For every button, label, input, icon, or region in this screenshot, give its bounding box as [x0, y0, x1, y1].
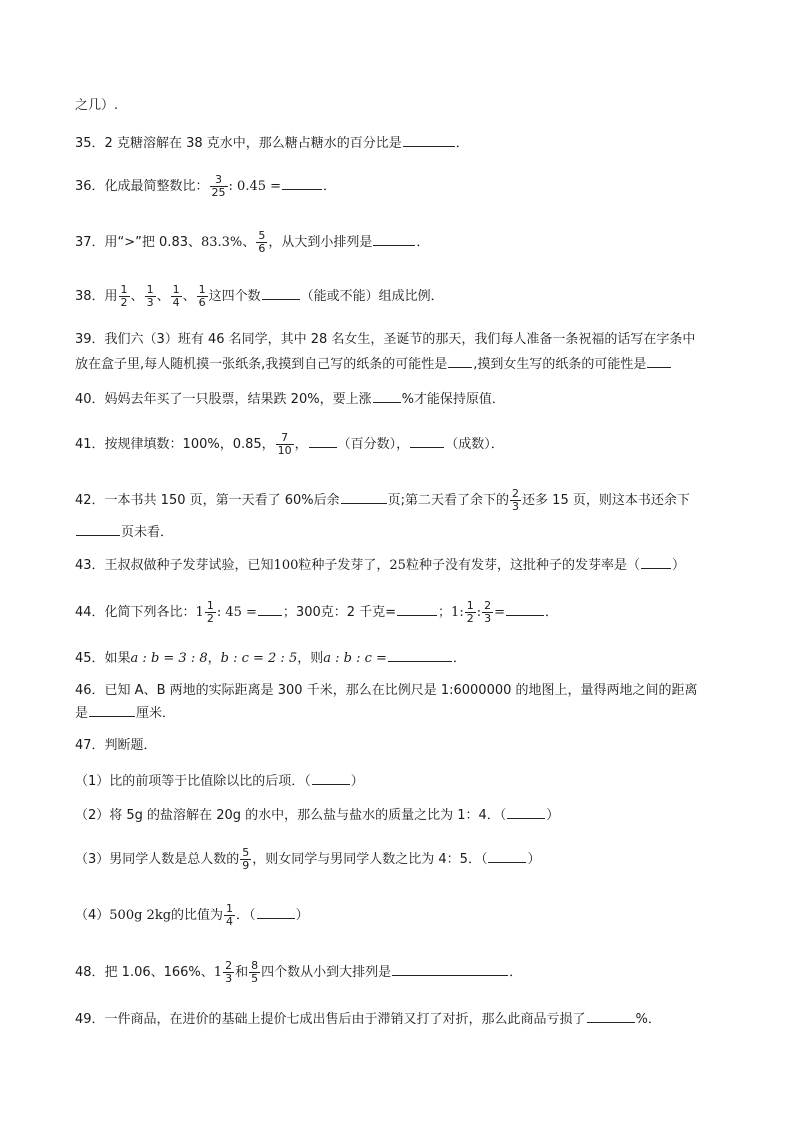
fraction: $\frac{2}{3}$ [512, 487, 520, 513]
answer-blank[interactable] [388, 647, 452, 662]
answer-blank[interactable] [647, 353, 671, 368]
fraction: $\frac{7}{10}$ [277, 431, 292, 457]
question-47-item-3: （3）男同学人数是总人数的 $\frac{5}{9}$ ，则女同学与男同学人数之比为 4：5．（ ） [75, 846, 541, 872]
answer-blank[interactable] [397, 601, 437, 616]
answer-blank[interactable] [403, 132, 455, 147]
answer-blank[interactable] [373, 388, 401, 403]
question-42-line2: 页未看． [75, 521, 724, 543]
question-44: 44．化简下列各比：1 $\frac{1}{2}$ : 45 = ；300克：2 千克= ；1: $\frac{1}{2}$ : $\frac{2}{3}$ = ． [75, 599, 559, 625]
fraction: $\frac{2}{3}$ [484, 599, 492, 625]
fraction: $\frac{3}{25}$ [211, 173, 226, 199]
question-39-line2: 放在盒子里,每人随机摸一张纸条,我摸到自己写的纸条的可能性是 ,摸到女生写的纸条的可能性是 [75, 353, 724, 375]
answer-blank[interactable] [448, 353, 472, 368]
answer-blank[interactable] [373, 231, 415, 246]
fraction: $\frac{1}{2}$ [206, 599, 214, 625]
answer-blank[interactable] [258, 601, 282, 616]
answer-blank[interactable] [76, 521, 120, 536]
answer-blank[interactable] [506, 601, 544, 616]
answer-blank[interactable] [392, 961, 508, 976]
question-35: 35．2 克糖溶解在 38 克水中，那么糖占糖水的百分比是 ． [75, 132, 724, 154]
answer-blank[interactable] [89, 702, 135, 717]
question-49: 49．一件商品，在进价的基础上提价七成出售后由于滞销又打了对折，那么此商品亏损了 %． [75, 1008, 724, 1030]
question-45: 45．如果a : b = 3 : 8，b : c = 2 : 5，则a : b : c = ． [75, 647, 724, 669]
question-48: 48．把 1.06、166%、1 $\frac{2}{3}$ 和 $\frac{8}{5}$ 四个数从小到大排列是 ． [75, 959, 523, 985]
question-39-line1: 39．我们六（3）班有 46 名同学，其中 28 名女生，圣诞节的那天，我们每人准备一条祝福的话写在字条中 [75, 332, 696, 347]
question-46-line2: 是 厘米． [75, 702, 724, 724]
fraction: $\frac{1}{4}$ [172, 283, 180, 309]
fraction: $\frac{1}{4}$ [226, 902, 234, 928]
question-47-item-2: （2）将 5g 的盐溶解在 20g 的水中，那么盐与盐水的质量之比为 1：4．（ ） [75, 804, 724, 826]
fraction: $\frac{1}{2}$ [120, 283, 128, 309]
answer-blank[interactable] [309, 433, 337, 448]
answer-blank[interactable] [641, 554, 671, 569]
answer-blank[interactable] [587, 1008, 635, 1023]
question-46-line1: 46．已知 A、B 两地的实际距离是 300 千米，那么在比例尺是 1:6000000 的地图上，量得两地之间的距离 [75, 683, 698, 698]
question-47-title: 47．判断题． [75, 738, 157, 753]
answer-blank[interactable] [257, 904, 295, 919]
fraction: $\frac{2}{3}$ [225, 959, 233, 985]
fraction: $\frac{1}{2}$ [466, 599, 474, 625]
answer-blank[interactable] [410, 433, 444, 448]
question-40: 40．妈妈去年买了一只股票，结果跌 20%，要上涨 %才能保持原值． [75, 388, 724, 410]
fraction: $\frac{5}{6}$ [258, 229, 266, 255]
question-41: 41．按规律填数：100%，0.85， $\frac{7}{10}$ ， （百分数）， （成数）． [75, 431, 504, 457]
question-42-line1: 42．一本书共 150 页，第一天看了 60%后余 页;第二天看了余下的 $\frac{2}{3}$ 还多 15 页，则这本书还余下 [75, 487, 690, 513]
question-34-tail: 之几）. [75, 98, 119, 113]
question-36: 36．化成最简整数比： $\frac{3}{25}$ : 0.45 = ． [75, 173, 337, 199]
question-47-item-1: （1）比的前项等于比值除以比的后项．（ ） [75, 770, 724, 792]
question-47-item-4: （4）500g 2kg的比值为 $\frac{1}{4}$ ．（ ） [75, 902, 309, 928]
question-43: 43．王叔叔做种子发芽试验，已知100粒种子发芽了，25粒种子没有发芽，这批种子的发芽率是（ ） [75, 554, 724, 576]
answer-blank[interactable] [262, 285, 300, 300]
answer-blank[interactable] [488, 848, 526, 863]
answer-blank[interactable] [282, 175, 322, 190]
answer-blank[interactable] [341, 489, 387, 504]
answer-blank[interactable] [312, 770, 350, 785]
fraction: $\frac{1}{6}$ [198, 283, 206, 309]
fraction: $\frac{1}{3}$ [146, 283, 154, 309]
fraction: $\frac{5}{9}$ [242, 846, 250, 872]
fraction: $\frac{8}{5}$ [251, 959, 259, 985]
question-37: 37．用“>”把 0.83、83.3%、 $\frac{5}{6}$ ，从大到小排列是 ． [75, 229, 430, 255]
answer-blank[interactable] [507, 804, 545, 819]
question-38: 38．用 $\frac{1}{2}$ 、 $\frac{1}{3}$ 、 $\frac{1}{4}$ 、 $\frac{1}{6}$ 这四个数 （能或不能）组成比例． [75, 283, 444, 309]
